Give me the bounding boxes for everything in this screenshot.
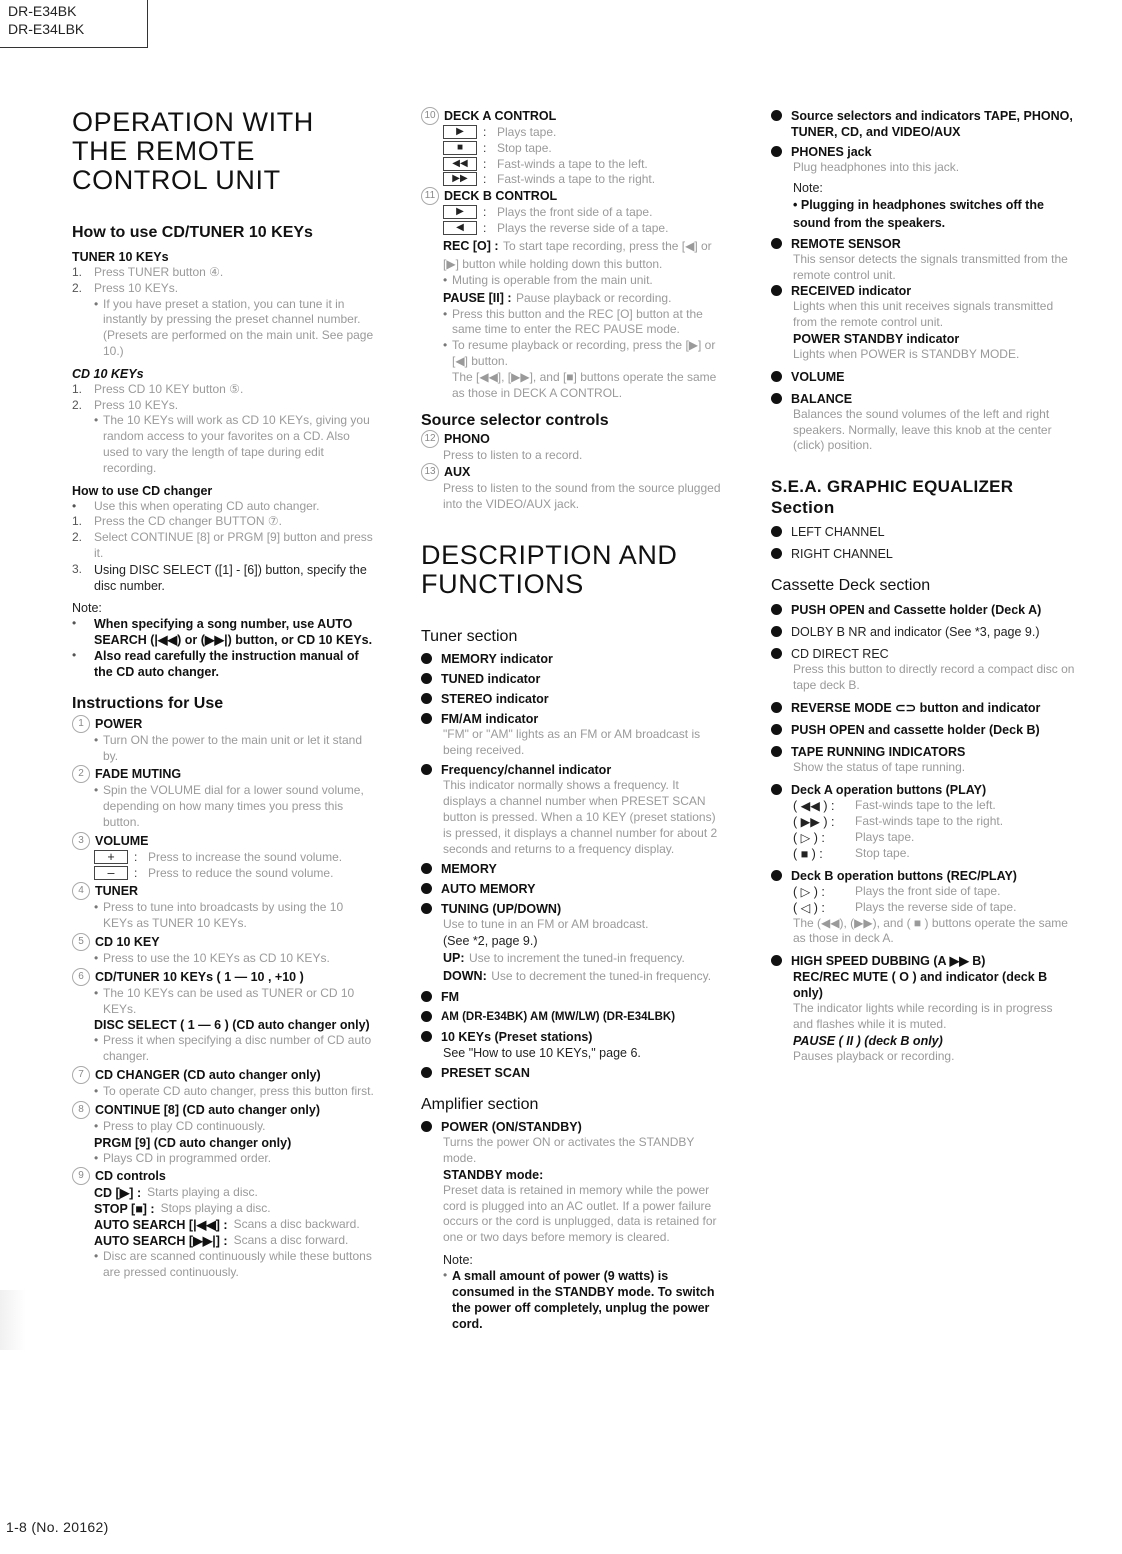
section-title: DESCRIPTION AND FUNCTIONS — [421, 539, 678, 599]
bullet-dot-icon — [771, 285, 782, 296]
section-heading: Cassette Deck section — [771, 577, 931, 595]
bullet-dot-icon — [421, 903, 432, 914]
feature-item: VOLUME — [771, 369, 1075, 385]
feature-text: Show the status of tape running. — [793, 759, 966, 774]
feature-text: This sensor detects the signals transmitted from the remote control unit. — [793, 251, 1068, 282]
bullet-item: • Muting is operable from the main unit. — [443, 272, 653, 287]
item-header: 3 VOLUME — [72, 833, 376, 850]
bullet-dot-icon — [771, 393, 782, 404]
feature-item: Source selectors and indicators TAPE, PHONO, TUNER, CD, and VIDEO/AUX — [771, 108, 1075, 140]
section-heading: Tuner section — [421, 627, 518, 645]
item-text: Press to listen to a record. — [443, 448, 583, 463]
pause-description: PAUSE [II] : Pause playback or recording. — [443, 290, 672, 305]
bullet-item: • Press to tune into broadcasts by using the 10 KEYs as TUNER 10 KEYs. — [94, 900, 344, 931]
step: 1. Press the CD changer BUTTON ⑦. — [72, 514, 282, 529]
deck-b-button-row: ( ▷ ) : Plays the front side of tape. — [793, 883, 1001, 899]
bullet-item: • Press this button and the REC [O] button at the same time to enter the REC PAUSE mode. — [443, 306, 703, 337]
note-item: • A small amount of power (9 watts) is consumed in the STANDBY mode. To switch the power off completely, unplug the power cord. — [443, 1267, 715, 1331]
tuning-down: DOWN: Use to decrement the tuned-in frequency. — [443, 969, 712, 984]
note-label: Note: — [793, 180, 823, 195]
feature-item: FM/AM indicator — [421, 711, 725, 727]
sub-heading: STANDBY mode: — [443, 1167, 544, 1182]
bullet-dot-icon — [421, 693, 432, 704]
feature-item: AUTO MEMORY — [421, 881, 725, 897]
section-heading: Source selector controls — [421, 412, 609, 430]
feature-text: Balances the sound volumes of the left and right speakers. Normally, leave this knob at the center (click) position. — [793, 406, 1052, 453]
column-left — [72, 108, 376, 1281]
step: 1. Press TUNER button ④. — [72, 265, 224, 279]
item-number: 3 — [72, 832, 90, 850]
rec-description: REC [O] : To start tape recording, press the [◀] or [▶] button while holding down this button. — [443, 238, 712, 271]
item-header: 4 TUNER — [72, 883, 376, 900]
deck-a-button-row: ( ◀◀ ) : Fast-winds tape to the left. — [793, 797, 996, 813]
item-number: 11 — [421, 187, 439, 205]
feature-item: DOLBY B NR and indicator (See *3, page 9.) — [771, 624, 1075, 640]
feature-text: "FM" or "AM" lights as an FM or AM broadcast is being received. — [443, 726, 701, 757]
feature-item: FM — [421, 989, 725, 1005]
feature-item: PRESET SCAN — [421, 1065, 725, 1081]
page-title: OPERATION WITH THE REMOTE CONTROL UNIT — [72, 107, 314, 195]
page-footer: 1-8 (No. 20162) — [6, 1519, 109, 1535]
bullet-dot-icon — [771, 784, 782, 795]
item-header: 10 DECK A CONTROL — [421, 108, 725, 125]
feature-item: TAPE RUNNING INDICATORS — [771, 744, 1075, 760]
feature-item: Deck B operation buttons (REC/PLAY) — [771, 868, 1075, 884]
note-label: Note: — [72, 600, 102, 615]
auto-search-back-row: AUTO SEARCH [|◀◀] : Scans a disc backward. — [94, 1217, 360, 1233]
column-middle — [421, 108, 725, 1332]
item-number: 4 — [72, 882, 90, 900]
bullet-dot-icon — [421, 713, 432, 724]
feature-item: BALANCE — [771, 391, 1075, 407]
deck-a-row: ■ : Stop tape. — [421, 141, 725, 157]
bullet-dot-icon — [421, 1031, 432, 1042]
sub-heading: DISC SELECT ( 1 — 6 ) (CD auto changer only) — [94, 1018, 370, 1033]
bullet-dot-icon — [771, 746, 782, 757]
bullet-item: • Press to play CD continuously. — [94, 1118, 266, 1133]
feature-item: RIGHT CHANNEL — [771, 546, 1075, 562]
step: 2. Press 10 KEYs. — [72, 280, 179, 295]
step: 2. Select CONTINUE [8] or PRGM [9] button and press it. — [72, 530, 373, 560]
section-heading: Instructions for Use — [72, 694, 224, 712]
deck-a-row: ▶ : Plays tape. — [421, 125, 725, 141]
note-item: • When specifying a song number, use AUTO SEARCH (|◀◀) or (▶▶|) button, or CD 10 KEYs. — [72, 615, 373, 647]
bullet-dot-icon — [771, 526, 782, 537]
item-number: 7 — [72, 1066, 90, 1084]
item-header: 13 AUX — [421, 464, 725, 481]
deck-a-button-row: ( ▷ ) : Plays tape. — [793, 829, 915, 845]
bullet-item: • To resume playback or recording, press the [▶] or [◀] button. — [443, 338, 716, 368]
feature-item: CD DIRECT REC — [771, 646, 1075, 662]
feature-text: Lights when this unit receives signals transmitted from the remote control unit. — [793, 299, 1054, 330]
item-header: 12 PHONO — [421, 431, 725, 448]
model-label-box — [0, 0, 148, 48]
tuning-up: UP: Use to increment the tuned-in frequency. — [443, 951, 685, 966]
feature-text: See "How to use 10 KEYs," page 6. — [443, 1046, 641, 1061]
sub-heading: PAUSE ( II ) (deck B only) — [793, 1033, 943, 1048]
feature-item: MEMORY indicator — [421, 651, 725, 667]
bullet-dot-icon — [771, 371, 782, 382]
sub-heading: PRGM [9] (CD auto changer only) — [94, 1135, 292, 1150]
bullet-dot-icon — [421, 1011, 432, 1022]
feature-item: PUSH OPEN and Cassette holder (Deck A) — [771, 602, 1075, 618]
item-header: 6 CD/TUNER 10 KEYs ( 1 — 10 , +10 ) — [72, 969, 376, 986]
bullet-item: • To operate CD auto changer, press this button first. — [94, 1083, 374, 1098]
bullet-dot-icon — [421, 764, 432, 775]
bullet-item: • Use this when operating CD auto changer. — [72, 498, 320, 513]
item-header: 7 CD CHANGER (CD auto changer only) — [72, 1067, 376, 1084]
bullet-item: • The 10 KEYs can be used as TUNER or CD 10 KEYs. — [94, 985, 355, 1016]
bullet-dot-icon — [771, 955, 782, 966]
feature-text: Use to tune in an FM or AM broadcast. — [443, 917, 649, 932]
deck-b-row: ◀ : Plays the reverse side of a tape. — [421, 221, 725, 237]
volume-down-row: – : Press to reduce the sound volume. — [72, 866, 376, 882]
feature-item: TUNING (UP/DOWN) — [421, 901, 725, 917]
item-number: 6 — [72, 968, 90, 986]
item-number: 1 — [72, 715, 90, 733]
deck-b-row: ▶ : Plays the front side of a tape. — [421, 205, 725, 221]
sub-heading: POWER STANDBY indicator — [793, 331, 960, 346]
cd-play-row: CD [▶] : Starts playing a disc. — [94, 1185, 258, 1201]
bullet-item: • The 10 KEYs will work as CD 10 KEYs, giving you random access to your favorites on a CD. Also used to vary the length of tape during edit recording. — [94, 413, 370, 475]
section-heading: S.E.A. GRAPHIC EQUALIZER Section — [771, 477, 1014, 518]
feature-item: REVERSE MODE ⊂⊃ button and indicator — [771, 700, 1075, 716]
feature-ref: (See *2, page 9.) — [443, 934, 538, 949]
bullet-dot-icon — [421, 1067, 432, 1078]
feature-item: HIGH SPEED DUBBING (A ▶▶ B) — [771, 953, 1075, 969]
section-heading: Amplifier section — [421, 1096, 539, 1114]
bullet-dot-icon — [421, 991, 432, 1002]
note-label: Note: — [443, 1252, 473, 1267]
bullet-dot-icon — [771, 648, 782, 659]
bullet-dot-icon — [771, 604, 782, 615]
deck-a-button-row: ( ▶▶ ) : Fast-winds tape to the right. — [793, 813, 1004, 829]
feature-text: This indicator normally shows a frequency. It displays a channel number when PRESET SCAN button is pressed. When a 10 KEY (preset stations) is pressed, it displays a channel number for about 2 seconds and returns to a frequency display. — [443, 778, 718, 856]
subheading: How to use CD changer — [72, 483, 213, 498]
item-number: 12 — [421, 430, 439, 448]
note-item: • Also read carefully the instruction manual of the CD auto changer. — [72, 647, 359, 679]
sub-heading: REC/REC MUTE ( O ) and indicator (deck B only) — [793, 970, 1048, 1001]
feature-text: Pauses playback or recording. — [793, 1048, 955, 1063]
item-header: 9 CD controls — [72, 1168, 376, 1185]
bullet-dot-icon — [771, 870, 782, 881]
feature-item: 10 KEYs (Preset stations) — [421, 1029, 725, 1045]
item-number: 8 — [72, 1101, 90, 1119]
feature-text: Preset data is retained in memory while the power cord is plugged into an AC outlet. If a power failure occurs or the cord is unplugged, data is retained for one or two days before memory is cleared. — [443, 1182, 717, 1245]
feature-text: The indicator lights while recording is in progress and flashes while it is muted. — [793, 1001, 1053, 1031]
bullet-dot-icon — [421, 653, 432, 664]
feature-text: Press this button to directly record a compact disc on tape deck B. — [793, 662, 1075, 692]
feature-item: STEREO indicator — [421, 691, 725, 707]
item-number: 13 — [421, 463, 439, 481]
feature-item: TUNED indicator — [421, 671, 725, 687]
feature-item: LEFT CHANNEL — [771, 524, 1075, 540]
feature-item: POWER (ON/STANDBY) — [421, 1119, 725, 1135]
feature-item: PUSH OPEN and cassette holder (Deck B) — [771, 722, 1075, 738]
pause-tail: The [◀◀], [▶▶], and [■] buttons operate the same as those in DECK A CONTROL. — [452, 369, 717, 400]
bullet-item: • If you have preset a station, you can tune it in instantly by pressing the preset channel number. (Presets are performed on the main unit. See page 10.) — [94, 296, 374, 358]
feature-text: The (◀◀), (▶▶), and ( ■ ) buttons operate the same as those in deck A. — [793, 915, 1068, 946]
item-header: 11 DECK B CONTROL — [421, 188, 725, 205]
feature-item: AM (DR-E34BK) AM (MW/LW) (DR-E34LBK) — [421, 1009, 725, 1025]
feature-text: Plug headphones into this jack. — [793, 160, 960, 174]
subheading: CD 10 KEYs — [72, 366, 144, 381]
bullet-dot-icon — [421, 883, 432, 894]
bullet-item: • Disc are scanned continuously while these buttons are pressed continuously. — [94, 1249, 372, 1280]
item-number: 9 — [72, 1167, 90, 1185]
deck-a-button-row: ( ■ ) : Stop tape. — [793, 845, 910, 861]
column-right — [771, 108, 1075, 1065]
bullet-dot-icon — [421, 1121, 432, 1132]
item-text: Press to listen to the sound from the source plugged into the VIDEO/AUX jack. — [443, 481, 721, 511]
bullet-dot-icon — [771, 238, 782, 249]
bullet-dot-icon — [771, 724, 782, 735]
bullet-dot-icon — [421, 673, 432, 684]
bullet-dot-icon — [771, 548, 782, 559]
bullet-dot-icon — [771, 146, 782, 157]
deck-a-row: ▶▶ : Fast-winds a tape to the right. — [421, 172, 725, 188]
deck-a-row: ◀◀ : Fast-winds a tape to the left. — [421, 157, 725, 173]
deck-b-button-row: ( ◁ ) : Plays the reverse side of tape. — [793, 899, 1017, 915]
item-header: 1 POWER — [72, 716, 376, 733]
feature-item: MEMORY — [421, 861, 725, 877]
bullet-item: • Press to use the 10 KEYs as CD 10 KEYs. — [94, 950, 330, 965]
item-number: 10 — [421, 107, 439, 125]
item-number: 2 — [72, 765, 90, 783]
bullet-item: • Press it when specifying a disc number of CD auto changer. — [94, 1033, 372, 1064]
feature-text: Lights when POWER is STANDBY MODE. — [793, 346, 1020, 361]
item-header: 8 CONTINUE [8] (CD auto changer only) — [72, 1102, 376, 1119]
bullet-item: • Turn ON the power to the main unit or let it stand by. — [94, 732, 363, 763]
item-header: 5 CD 10 KEY — [72, 934, 376, 951]
model-name: DR-E34BK — [8, 3, 77, 19]
bullet-dot-icon — [771, 702, 782, 713]
step: 1. Press CD 10 KEY button ⑤. — [72, 381, 244, 396]
scan-smudge — [0, 1290, 26, 1350]
item-number: 5 — [72, 933, 90, 951]
bullet-dot-icon — [421, 863, 432, 874]
cd-stop-row: STOP [■] : Stops playing a disc. — [94, 1201, 271, 1217]
step: 2. Press 10 KEYs. — [72, 397, 179, 412]
step: 3. Using DISC SELECT ([1] - [6]) button, specify the disc number. — [72, 561, 367, 593]
subheading: TUNER 10 KEYs — [72, 250, 169, 264]
bullet-dot-icon — [771, 110, 782, 121]
feature-text: Turns the power ON or activates the STANDBY mode. — [443, 1135, 695, 1165]
model-name: DR-E34LBK — [8, 21, 85, 37]
item-header: 2 FADE MUTING — [72, 766, 376, 783]
bullet-item: • Spin the VOLUME dial for a lower sound volume, depending on how many times you press this button. — [94, 783, 364, 829]
note-item: • Plugging in headphones switches off the sound from the speakers. — [793, 197, 1044, 230]
volume-up-row: + : Press to increase the sound volume. — [72, 850, 376, 866]
feature-item: RECEIVED indicator — [771, 283, 1075, 299]
bullet-dot-icon — [771, 626, 782, 637]
feature-item: PHONES jack — [771, 144, 1075, 160]
section-heading: How to use CD/TUNER 10 KEYs — [72, 224, 313, 241]
feature-item: Deck A operation buttons (PLAY) — [771, 782, 1075, 798]
feature-item: REMOTE SENSOR — [771, 236, 1075, 252]
auto-search-fwd-row: AUTO SEARCH [▶▶|] : Scans a disc forward. — [94, 1233, 349, 1249]
feature-item: Frequency/channel indicator — [421, 762, 725, 778]
bullet-item: • Plays CD in programmed order. — [94, 1150, 272, 1165]
